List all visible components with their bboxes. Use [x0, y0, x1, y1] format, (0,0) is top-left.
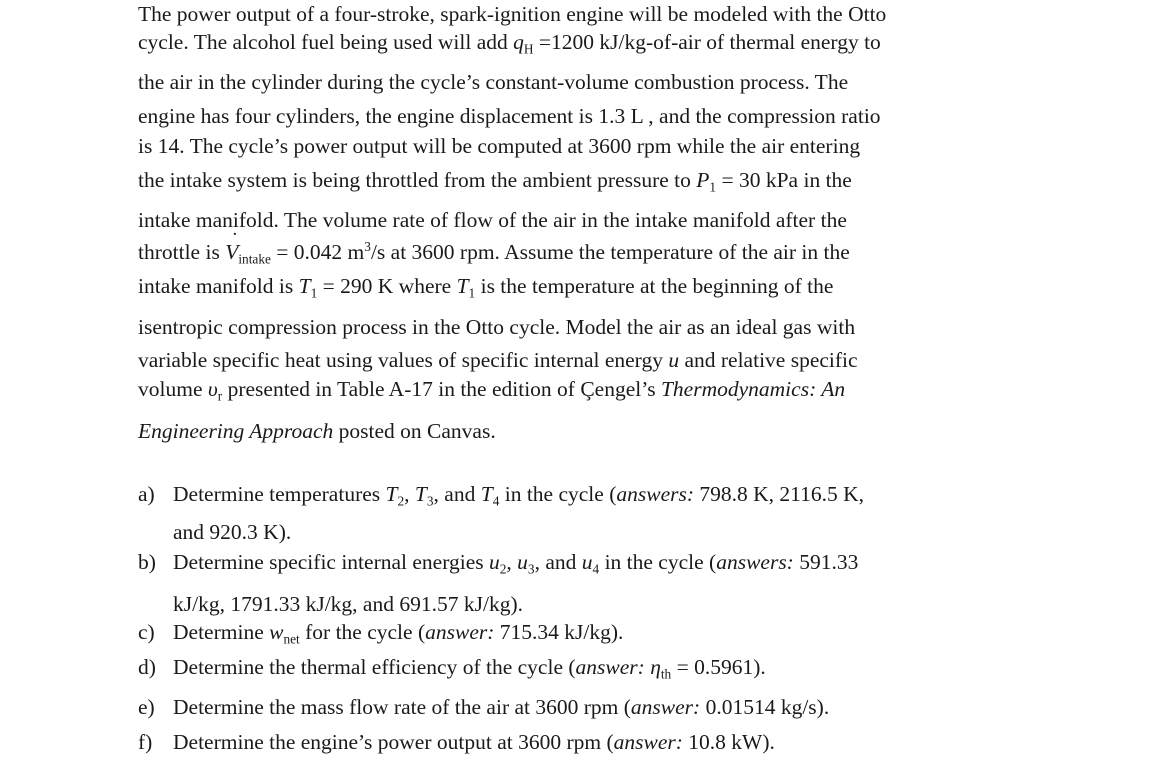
- t-subscript: 1: [310, 285, 318, 301]
- p-symbol: P: [696, 168, 710, 192]
- text: 798.8 K, 2116.5 K,: [694, 482, 865, 506]
- text: Determine temperatures: [173, 482, 386, 506]
- eta-symbol: η: [650, 655, 661, 679]
- question-label: d): [138, 655, 156, 679]
- paragraph-line-8: [138, 239, 850, 267]
- u-symbol: u: [489, 550, 500, 574]
- text: 715.34 kJ/kg).: [494, 620, 624, 644]
- text: variable specific heat using values of specific internal energy: [138, 348, 669, 372]
- subscript: 3: [426, 493, 434, 509]
- paragraph-line-7: [138, 210, 847, 232]
- paragraph-line-10: [138, 317, 855, 339]
- paragraph-line-4: [138, 106, 881, 128]
- text: presented in Table A-17 in the edition of Çengel’s: [222, 377, 661, 401]
- text: /s at 3600 rpm. Assume the temperature of the air in the: [370, 240, 850, 264]
- answer-word: answer:: [575, 655, 645, 679]
- q-symbol: q: [513, 30, 524, 54]
- superscript: 3: [364, 239, 371, 255]
- question-text: [173, 697, 829, 719]
- text: = 0.042 m: [270, 240, 365, 264]
- answer-word: answer:: [613, 730, 683, 754]
- text: =1200 kJ/kg-of-air of thermal energy to: [533, 30, 881, 54]
- book-title: Engineering Approach: [138, 419, 334, 443]
- text: posted on Canvas.: [333, 419, 496, 443]
- text: ,: [506, 550, 518, 574]
- text: is the temperature at the beginning of the: [475, 274, 834, 298]
- text: Determine specific internal energies: [173, 550, 489, 574]
- question-label: b): [138, 550, 156, 574]
- u-symbol: u: [517, 550, 528, 574]
- t-symbol: T: [298, 274, 311, 298]
- answer-word: answers:: [716, 550, 794, 574]
- t-subscript: 1: [468, 285, 476, 301]
- answer-word: answers:: [616, 482, 695, 506]
- paragraph-line-12: [138, 377, 846, 404]
- subscript: 2: [499, 561, 507, 577]
- paragraph-line-1: [138, 4, 886, 26]
- upsilon-subscript: r: [217, 388, 223, 404]
- text: , and: [433, 482, 481, 506]
- text: Determine the thermal efficiency of the cycle (: [173, 655, 576, 679]
- text: = 290 K where: [317, 274, 457, 298]
- text: 10.8 kW).: [682, 730, 775, 754]
- question-text: [173, 732, 775, 754]
- question-label: c): [138, 620, 155, 644]
- question-text: [173, 655, 766, 682]
- question-text: [173, 550, 859, 577]
- question-label: e): [138, 695, 155, 719]
- text: in the cycle (: [599, 550, 717, 574]
- paragraph-line-3: [138, 72, 848, 94]
- text: throttle is: [138, 240, 226, 264]
- answer-word: answer:: [425, 620, 495, 644]
- text: and relative specific: [679, 348, 858, 372]
- text: 591.33: [793, 550, 859, 574]
- t-symbol: T: [385, 482, 398, 506]
- text: Determine the engine’s power output at 3600 rpm (: [173, 730, 614, 754]
- u-symbol: u: [581, 550, 593, 574]
- subscript: th: [660, 666, 672, 682]
- text: isentropic compression process in the Otto cycle. Model the air as an ideal gas with: [138, 315, 856, 339]
- text: = 0.5961).: [671, 655, 766, 679]
- upsilon-symbol: υ: [207, 377, 218, 401]
- subscript: 3: [527, 561, 535, 577]
- paragraph-line-13: [138, 421, 496, 443]
- question-text-continued: and 920.3 K).: [173, 520, 292, 544]
- t-symbol: T: [480, 482, 493, 506]
- text: Determine the mass flow rate of the air at 3600 rpm (: [173, 695, 631, 719]
- w-symbol: w: [269, 620, 284, 644]
- book-title: Thermodynamics: An: [660, 377, 846, 401]
- subscript: 4: [592, 561, 600, 577]
- text: Determine: [173, 620, 270, 644]
- text: cycle. The alcohol fuel being used will add: [138, 30, 514, 54]
- paragraph-line-9: [138, 274, 834, 301]
- subscript: net: [283, 631, 300, 647]
- v-subscript: intake: [238, 251, 271, 267]
- subscript: 4: [492, 493, 500, 509]
- text: in the cycle (: [499, 482, 617, 506]
- question-text: [173, 620, 624, 647]
- text: is 14. The cycle’s power output will be computed at 3600 rpm while the air entering: [138, 134, 861, 158]
- paragraph-line-5: [138, 136, 860, 158]
- u-symbol: u: [668, 348, 680, 372]
- text: ,: [404, 482, 415, 506]
- subscript: 2: [397, 493, 405, 509]
- text: , and: [534, 550, 582, 574]
- paragraph-line-11: [138, 350, 858, 372]
- p-subscript: 1: [709, 179, 717, 195]
- question-text-continued: kJ/kg, 1791.33 kJ/kg, and 691.57 kJ/kg).: [173, 592, 523, 616]
- q-subscript: H: [523, 41, 534, 57]
- t-symbol: T: [414, 482, 427, 506]
- text: volume: [138, 377, 208, 401]
- text: engine has four cylinders, the engine displacement is 1.3 L , and the compression ratio: [138, 104, 881, 128]
- answer-word: answer:: [630, 695, 701, 719]
- paragraph-line-6: [138, 168, 852, 195]
- question-text: [173, 482, 865, 509]
- text: 0.01514 kg/s).: [700, 695, 830, 719]
- text: for the cycle (: [299, 620, 426, 644]
- text: intake manifold is: [138, 274, 299, 298]
- text: the air in the cylinder during the cycle’s constant-volume combustion process. The: [138, 70, 849, 94]
- paragraph-line-2: [138, 30, 881, 57]
- question-label: f): [138, 730, 153, 754]
- t-symbol: T: [456, 274, 469, 298]
- text: = 30 kPa in the: [716, 168, 852, 192]
- text: intake manifold. The volume rate of flow of the air in the intake manifold after the: [138, 208, 847, 232]
- text: The power output of a four-stroke, spark-ignition engine will be modeled with the Otto: [138, 2, 887, 26]
- text: the intake system is being throttled from the ambient pressure to: [138, 168, 697, 192]
- question-label: a): [138, 482, 155, 506]
- v-dot-symbol: V ˙: [225, 242, 238, 264]
